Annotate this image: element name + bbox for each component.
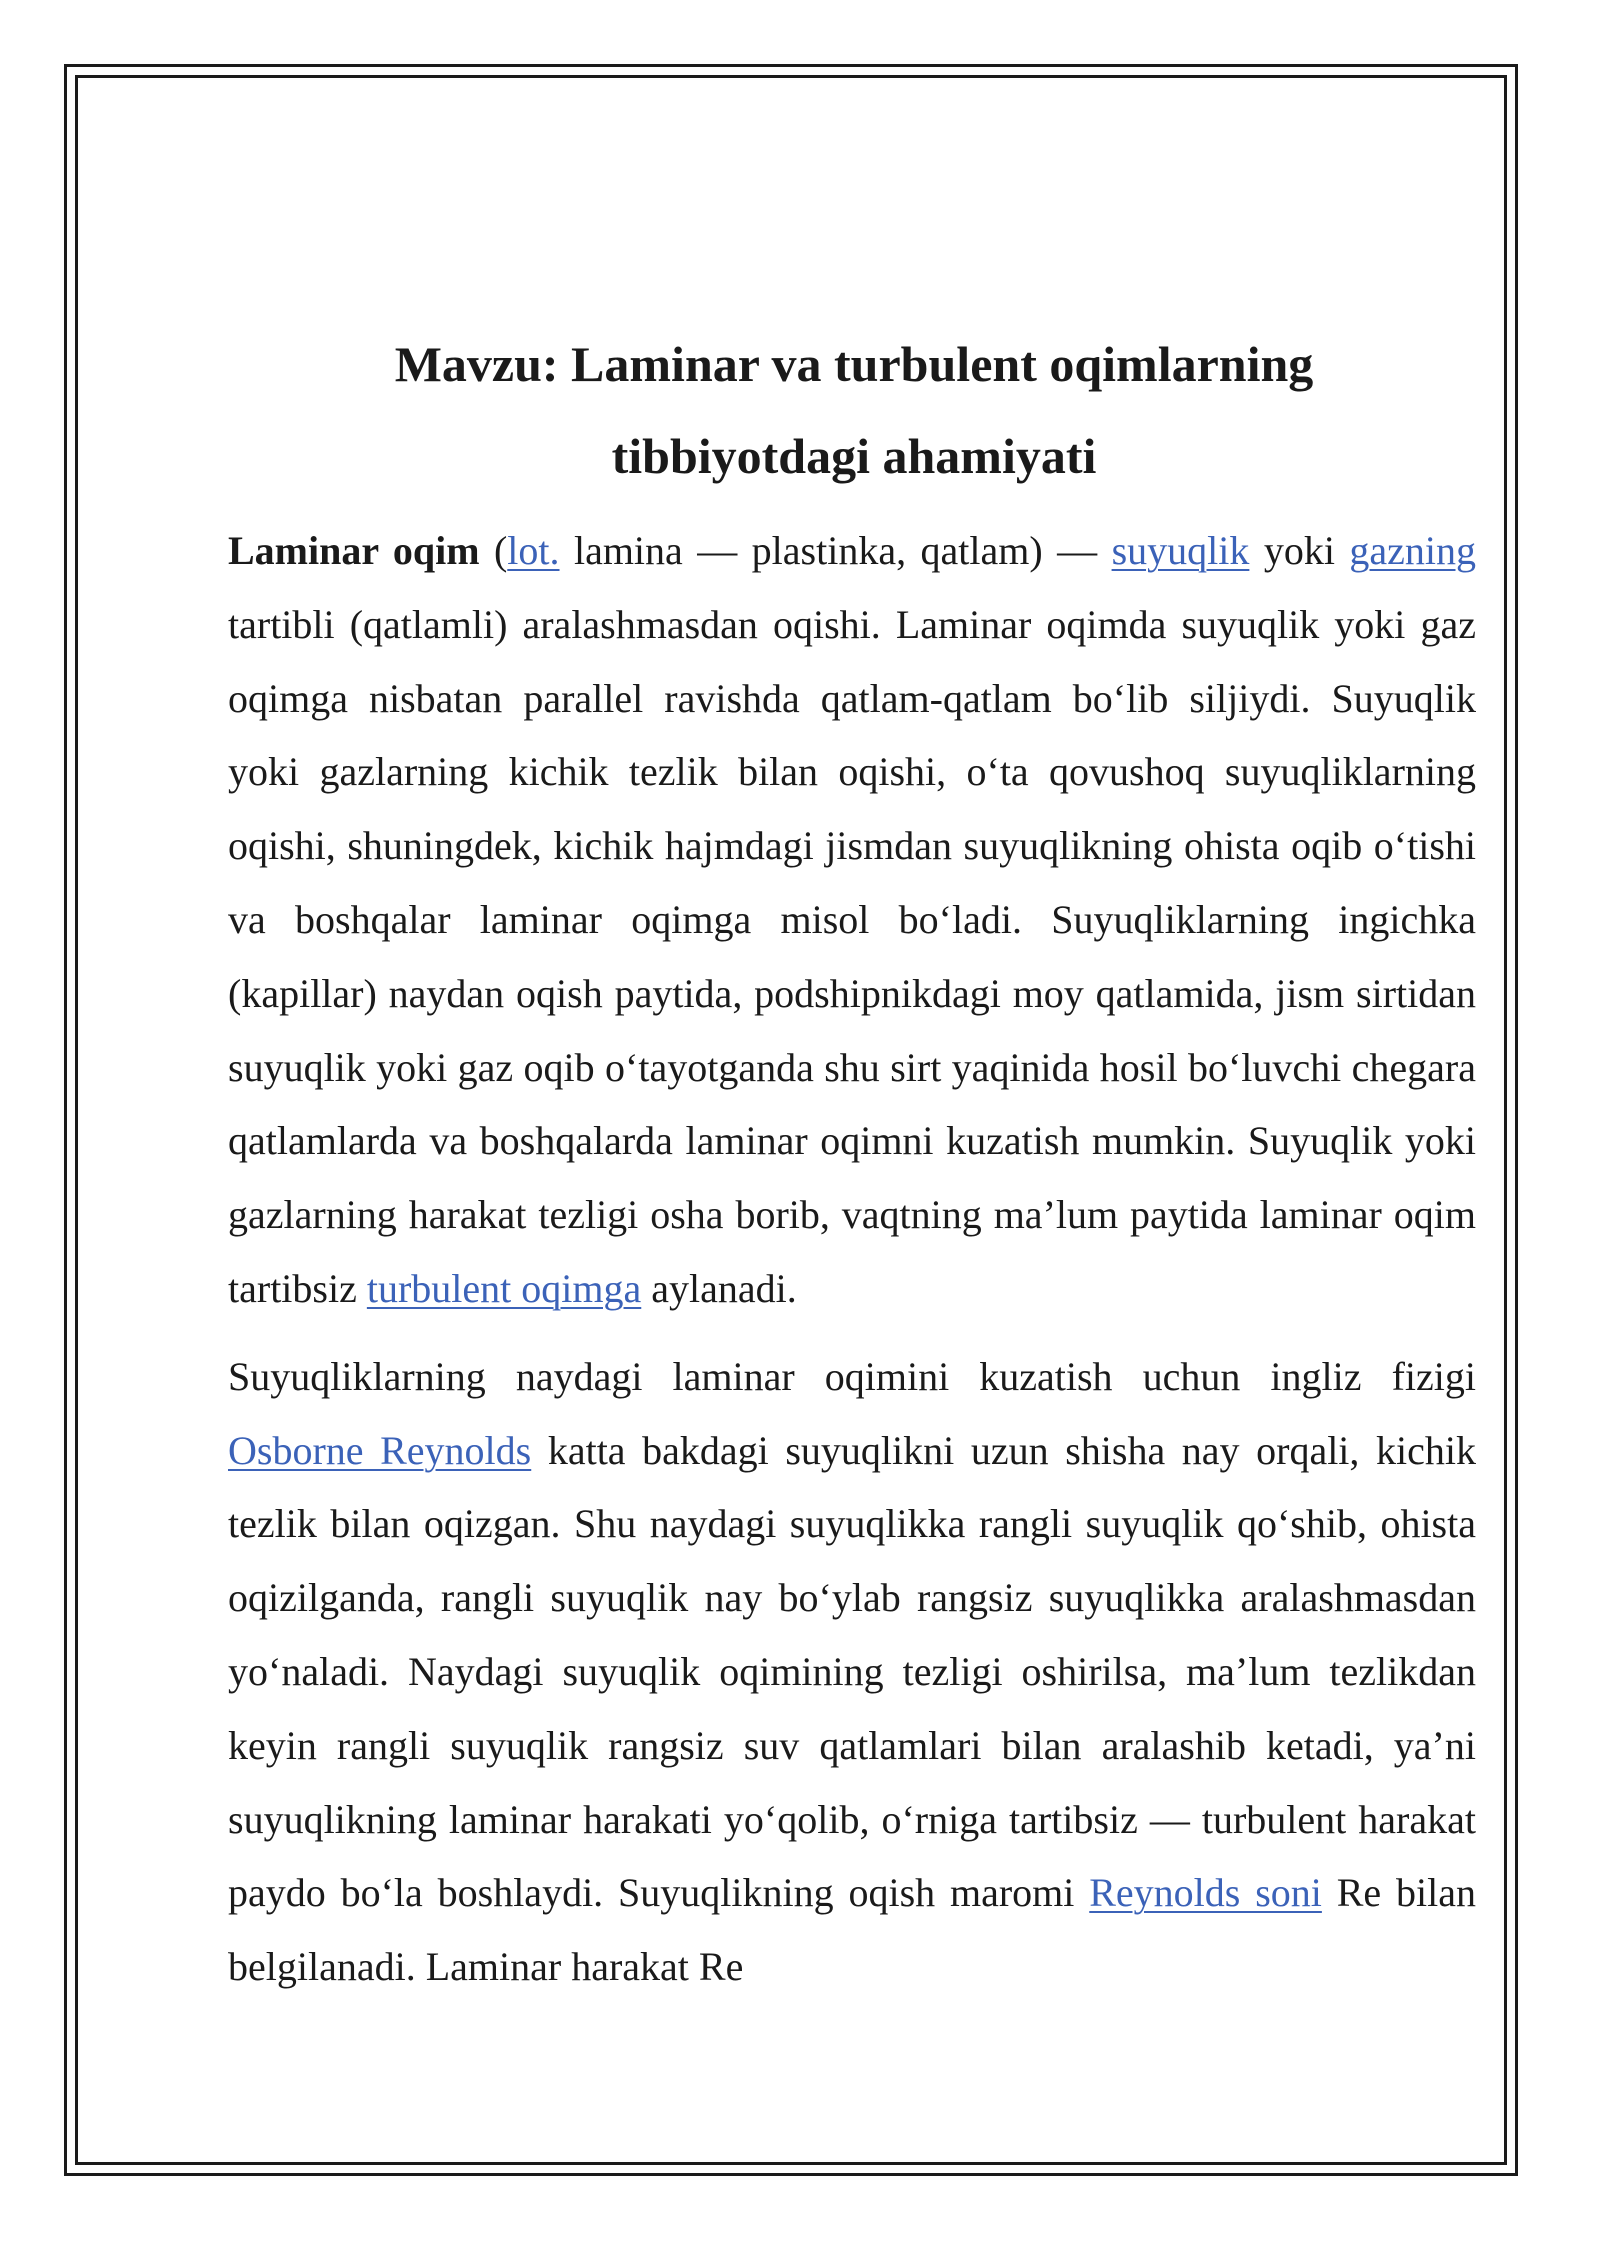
p2-text-1: Suyuqliklarning naydagi laminar oqimini kuzatish uchun ingliz fizigi: [228, 1353, 1476, 1399]
p1-text-4: aylanadi.: [641, 1265, 797, 1311]
link-gazning[interactable]: gazning: [1349, 528, 1476, 573]
paren-open: (: [479, 528, 508, 573]
p1-text-1: lamina — plastinka, qatlam) —: [559, 528, 1112, 573]
link-osborne-reynolds[interactable]: Osborne Reynolds: [228, 1427, 532, 1473]
p1-text-3: tartibli (qatlamli) aralashmasdan oqishi. Laminar oqimda suyuqlik yoki gaz oqimga nisbatan parallel ravishda qatlam-qatlam bo‘lib siljiydi. Suyuqlik yoki gazlarning kichik tezlik bilan oqishi, o‘ta qovushoq suyuqliklarning oqishi, shuningdek, kichik hajmdagi jismdan suyuqlikning ohista oqib o‘tishi va boshqalar laminar oqimga misol bo‘ladi. Suyuqliklarning ingichka (kapillar) naydan oqish paytida, podshipnikdagi moy qatlamida, jism sirtidan suyuqlik yoki gaz oqib o‘tayotganda shu sirt yaqinida hosil bo‘luvchi chegara qatlamlarda va boshqalarda laminar oqimni kuzatish mumkin. Suyuqlik yoki gazlarning harakat tezligi osha borib, vaqtning ma’lum paytida laminar oqim tartibsiz: [228, 601, 1476, 1311]
title-line-1: Mavzu: Laminar va turbulent oqimlarning: [394, 336, 1314, 392]
link-suyuqlik[interactable]: suyuqlik: [1111, 528, 1250, 573]
link-turbulent-oqimga[interactable]: turbulent oqimga: [366, 1265, 642, 1311]
link-lot[interactable]: lot.: [507, 528, 560, 573]
paragraph-2: [228, 1340, 1476, 2004]
p2-text-2: katta bakdagi suyuqlikni uzun shisha nay orqali, kichik tezlik bilan oqizgan. Shu naydagi suyuqlikka rangli suyuqlik qo‘shib, ohista oqizilganda, rangli suyuqlik nay bo‘ylab rangsiz suyuqlikka aralashmasdan yo‘naladi. Naydagi suyuqlik oqimining tezligi oshirilsa, ma’lum tezlikdan keyin rangli suyuqlik rangsiz suv qatlamlari bilan aralashib ketadi, ya’ni suyuqlikning laminar harakati yo‘qolib, o‘rniga tartibsiz — turbulent harakat paydo bo‘la boshlaydi. Suyuqlikning oqish maromi: [228, 1427, 1476, 1916]
title-line-2: tibbiyotdagi ahamiyati: [611, 428, 1097, 484]
paragraph-1: [228, 514, 1476, 1326]
term-laminar-oqim: Laminar oqim: [228, 528, 480, 573]
document-content: [228, 318, 1476, 2004]
p1-text-2: yoki: [1249, 528, 1350, 573]
link-reynolds-soni[interactable]: Reynolds soni: [1089, 1870, 1322, 1916]
document-title: [228, 318, 1476, 502]
p2-text-3: Re bilan belgilanadi. Laminar harakat Re: [228, 1870, 1476, 1990]
